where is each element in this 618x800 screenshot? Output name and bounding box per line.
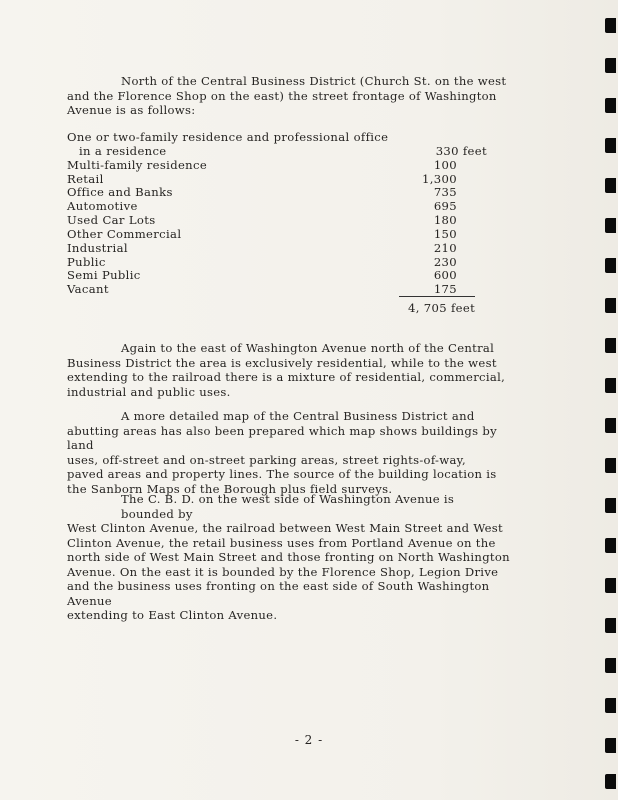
binding-ring xyxy=(605,774,616,789)
paragraph-line: uses, off-street and on-street parking areas, street rights-of-way, xyxy=(67,452,466,467)
binding-ring xyxy=(605,618,616,633)
binding-ring xyxy=(605,298,616,313)
row-label: in a residence xyxy=(79,143,167,158)
frontage-table xyxy=(67,131,487,297)
row-value: 175 xyxy=(433,282,457,297)
row-value: 230 xyxy=(433,254,457,269)
paragraph-line: Clinton Avenue, the retail business uses from Portland Avenue on the xyxy=(67,535,496,550)
page-number: - 2 - xyxy=(294,733,324,747)
row-label: Automotive xyxy=(67,199,138,214)
row-label: Multi-family residence xyxy=(67,157,208,172)
table-row xyxy=(67,159,487,173)
row-label: Other Commercial xyxy=(67,226,182,241)
table-row xyxy=(67,173,487,187)
table-row xyxy=(67,269,487,283)
row-label: One or two-family residence and professional office xyxy=(67,130,389,144)
paragraph-line: and the business uses fronting on the east side of South Washington Avenue xyxy=(67,579,490,608)
binding-ring xyxy=(605,538,616,553)
row-label: Semi Public xyxy=(67,268,141,283)
binding-ring xyxy=(605,498,616,513)
binding-ring xyxy=(605,98,616,113)
binding-ring xyxy=(605,338,616,353)
row-value: 330 feet xyxy=(435,143,487,158)
paragraph-line: Again to the east of Washington Avenue north of the Central xyxy=(121,341,495,355)
paragraph-line: north side of West Main Street and those fronting on North Washington xyxy=(67,550,510,564)
binding-ring xyxy=(605,378,616,393)
binding-ring xyxy=(605,178,616,193)
row-value: 100 xyxy=(433,157,457,172)
table-row xyxy=(67,145,487,159)
binding-ring xyxy=(605,418,616,433)
binding-ring xyxy=(605,58,616,73)
binding-ring xyxy=(605,218,616,233)
row-value: 150 xyxy=(433,226,457,241)
row-label: Public xyxy=(67,254,106,269)
paragraph-cbd-bounds xyxy=(67,492,511,623)
row-label: Office and Banks xyxy=(67,185,173,200)
row-value: 695 xyxy=(433,199,457,214)
table-row xyxy=(67,131,487,145)
row-value: 210 xyxy=(433,240,457,255)
row-label: Retail xyxy=(67,171,104,186)
binding-ring xyxy=(605,738,616,753)
intro-paragraph xyxy=(67,74,511,118)
paragraph-line: abutting areas has also been prepared which map shows buildings by land xyxy=(67,423,497,452)
total-rule xyxy=(399,296,475,297)
table-row xyxy=(67,200,487,214)
intro-line: Avenue is as follows: xyxy=(67,103,196,117)
paragraph-line: paved areas and property lines. The source of the building location is xyxy=(67,467,497,481)
paragraph-line: the Sanborn Maps of the Borough plus field surveys. xyxy=(67,481,393,496)
paragraph-line: Avenue. On the east it is bounded by the Florence Shop, Legion Drive xyxy=(67,564,499,579)
frontage-total: 4, 705 feet xyxy=(408,301,476,315)
binding-ring xyxy=(605,258,616,273)
row-value: 1,300 xyxy=(422,171,457,186)
intro-line: North of the Central Business District (Church St. on the west xyxy=(121,74,507,88)
binding-ring xyxy=(605,138,616,153)
paragraph-line: industrial and public uses. xyxy=(67,384,231,399)
row-label: Used Car Lots xyxy=(67,213,156,228)
binding-ring xyxy=(605,18,616,33)
row-value: 180 xyxy=(433,213,457,228)
paragraph-line: Business District the area is exclusively residential, while to the west xyxy=(67,355,497,370)
paragraph-line: extending to East Clinton Avenue. xyxy=(67,608,278,622)
paragraph-line: A more detailed map of the Central Business District and xyxy=(121,409,475,423)
paragraph-residential xyxy=(67,341,511,399)
paragraph-map xyxy=(67,409,511,496)
row-label: Vacant xyxy=(67,282,109,297)
table-row xyxy=(67,186,487,200)
binding-ring xyxy=(605,698,616,713)
table-row xyxy=(67,228,487,242)
row-value: 600 xyxy=(433,268,457,283)
paragraph-line: West Clinton Avenue, the railroad between West Main Street and West xyxy=(67,521,503,535)
intro-line: and the Florence Shop on the east) the street frontage of Washington xyxy=(67,88,497,103)
row-value: 735 xyxy=(433,185,457,200)
table-row xyxy=(67,242,487,256)
table-row xyxy=(67,256,487,270)
binding-ring xyxy=(605,458,616,473)
binding-ring xyxy=(605,658,616,673)
paragraph-line: The C. B. D. on the west side of Washington Avenue is bounded by xyxy=(121,492,455,521)
row-label: Industrial xyxy=(67,240,128,255)
spiral-binding xyxy=(600,0,618,800)
binding-ring xyxy=(605,578,616,593)
paragraph-line: extending to the railroad there is a mixture of residential, commercial, xyxy=(67,370,506,384)
table-row xyxy=(67,214,487,228)
